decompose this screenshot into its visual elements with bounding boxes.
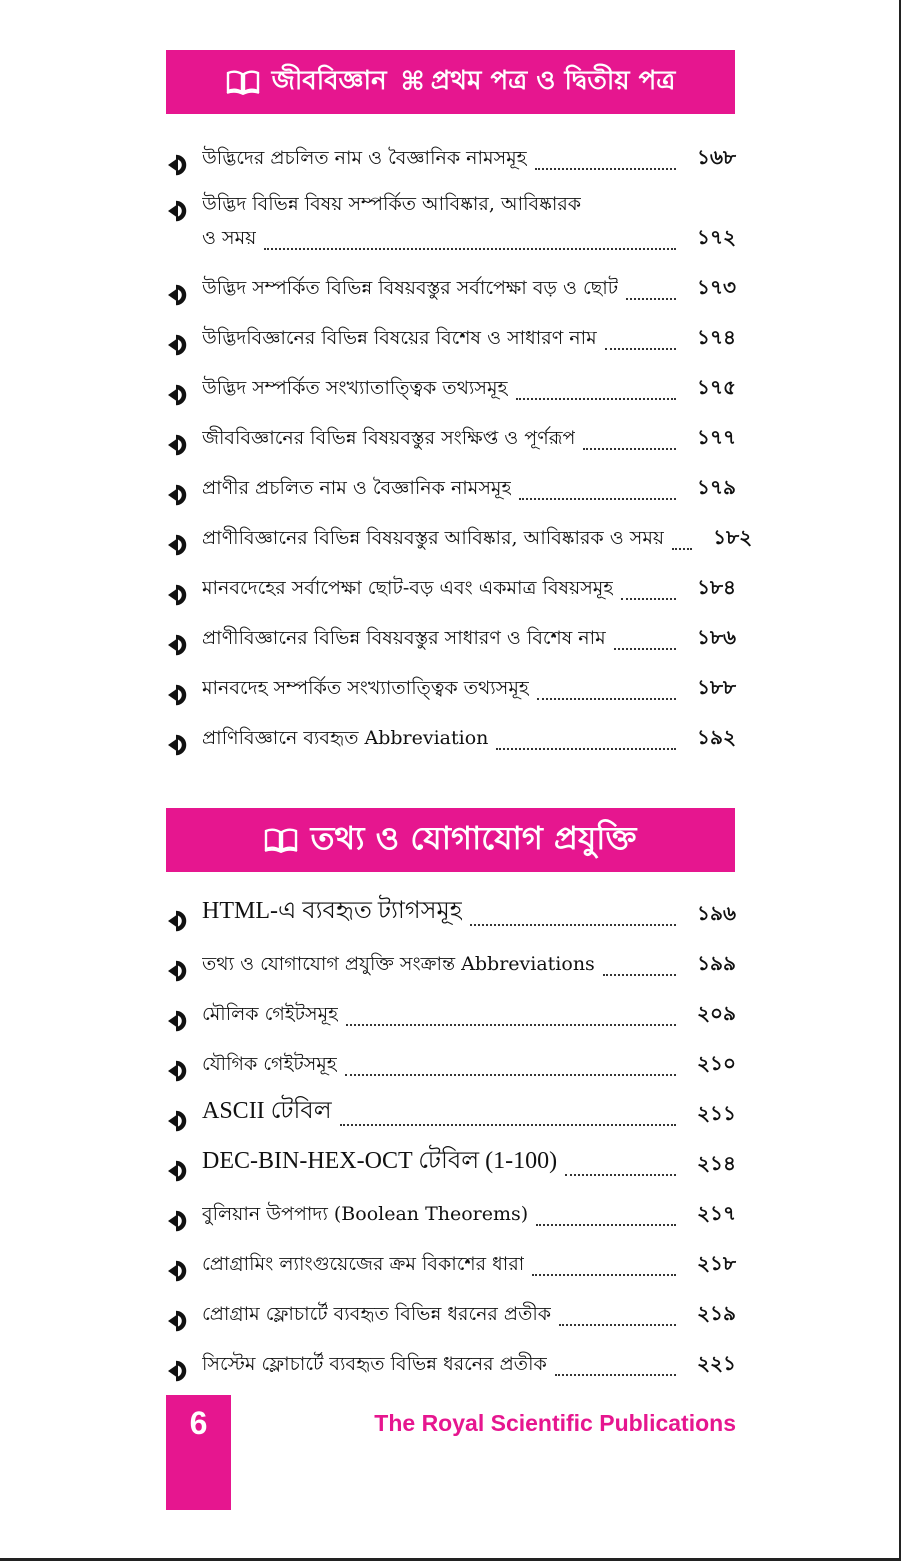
circle-arrow-right-icon bbox=[168, 734, 192, 756]
section-header-ict bbox=[166, 808, 735, 872]
section-title: জীববিজ্ঞান bbox=[271, 66, 387, 96]
toc-page-number: ২১৪ bbox=[697, 1151, 736, 1175]
dot-leader bbox=[559, 1324, 676, 1326]
toc-item[interactable] bbox=[168, 1092, 736, 1142]
page-number-box bbox=[166, 1395, 231, 1510]
dot-leader bbox=[535, 168, 676, 170]
dot-leader bbox=[605, 348, 676, 350]
circle-arrow-right-icon bbox=[168, 1160, 192, 1182]
toc-item[interactable] bbox=[168, 266, 736, 316]
toc-item-title: HTML-এ ব্যবহৃত ট্যাগসমূহ bbox=[202, 898, 463, 924]
toc-list-ict bbox=[168, 892, 736, 1392]
toc-item-title: মানবদেহের সর্বাপেক্ষা ছোট-বড় এবং একমাত্র বিষয়সমূহ bbox=[202, 577, 614, 599]
circle-arrow-right-icon bbox=[168, 634, 192, 656]
toc-page-number: ২১৯ bbox=[697, 1301, 736, 1325]
toc-page-number: ১৮২ bbox=[713, 525, 753, 549]
page-number: 6 bbox=[189, 1405, 208, 1441]
toc-page-number: ১৯৬ bbox=[697, 901, 736, 925]
toc-item-title: DEC-BIN-HEX-OCT টেবিল (1-100) bbox=[202, 1148, 558, 1174]
circle-arrow-right-icon bbox=[168, 1060, 192, 1082]
toc-page-number: ১৮৮ bbox=[697, 675, 736, 699]
circle-arrow-right-icon bbox=[168, 684, 192, 706]
circle-arrow-right-icon bbox=[168, 1010, 192, 1032]
toc-page-number: ১৯৯ bbox=[697, 951, 736, 975]
toc-item[interactable] bbox=[168, 716, 736, 766]
dot-leader bbox=[537, 698, 676, 700]
toc-item[interactable] bbox=[168, 1242, 736, 1292]
dot-leader bbox=[496, 748, 676, 750]
publisher-name: The Royal Scientific Publications bbox=[374, 1410, 736, 1436]
dot-leader bbox=[621, 598, 676, 600]
open-book-icon bbox=[226, 69, 260, 95]
toc-list-biology bbox=[168, 136, 753, 766]
toc-item[interactable] bbox=[168, 1042, 736, 1092]
dot-leader bbox=[264, 248, 676, 250]
section-subtitle: প্রথম পত্র ও দ্বিতীয় পত্র bbox=[430, 66, 676, 96]
toc-item[interactable] bbox=[168, 186, 736, 266]
toc-item-title: সিস্টেম ফ্লোচার্টে ব্যবহৃত বিভিন্ন ধরনের প্রতীক bbox=[202, 1353, 547, 1375]
toc-page-number: ২১৭ bbox=[697, 1201, 736, 1225]
toc-page-number: ২০৯ bbox=[697, 1001, 736, 1025]
toc-item[interactable] bbox=[168, 416, 736, 466]
circle-arrow-right-icon bbox=[168, 284, 192, 306]
toc-item[interactable] bbox=[168, 1342, 736, 1392]
dot-leader bbox=[672, 548, 692, 550]
toc-page-number: ১৭৯ bbox=[697, 475, 736, 499]
dot-leader bbox=[346, 1024, 676, 1026]
dot-leader bbox=[536, 1224, 676, 1226]
toc-item-title: যৌগিক গেইটসমূহ bbox=[202, 1053, 337, 1075]
circle-arrow-right-icon bbox=[168, 1110, 192, 1132]
dot-leader bbox=[626, 298, 676, 300]
toc-item-title: প্রোগ্রাম ফ্লোচার্টে ব্যবহৃত বিভিন্ন ধরনের প্রতীক bbox=[202, 1303, 552, 1325]
dot-leader bbox=[583, 448, 676, 450]
circle-arrow-right-icon bbox=[168, 584, 192, 606]
circle-arrow-right-icon bbox=[168, 154, 192, 176]
toc-page-number: ২১০ bbox=[697, 1051, 736, 1075]
toc-page-number: ১৮৬ bbox=[697, 625, 736, 649]
toc-item[interactable] bbox=[168, 1142, 736, 1192]
dot-leader bbox=[565, 1174, 676, 1176]
toc-item-title: বুলিয়ান উপপাদ্য (Boolean Theorems) bbox=[202, 1203, 529, 1225]
dot-leader bbox=[555, 1374, 676, 1376]
toc-item[interactable] bbox=[168, 566, 736, 616]
toc-page-number: ২২১ bbox=[697, 1351, 736, 1375]
toc-item-title: প্রাণীবিজ্ঞানের বিভিন্ন বিষয়বস্তুর আবিষ্কার, আবিষ্কারক ও সময় bbox=[202, 527, 665, 549]
toc-page-number: ১৮৪ bbox=[697, 575, 736, 599]
toc-page-number: ১৭৪ bbox=[697, 325, 736, 349]
toc-item-title: প্রোগ্রামিং ল্যাংগুয়েজের ক্রম বিকাশের ধারা bbox=[202, 1253, 525, 1275]
toc-page-number: ১৬৮ bbox=[697, 145, 736, 169]
toc-item-title: উদ্ভিদ সম্পর্কিত বিভিন্ন বিষয়বস্তুর সর্বাপেক্ষা বড় ও ছোট bbox=[202, 277, 619, 299]
toc-item-title: ASCII টেবিল bbox=[202, 1098, 332, 1124]
toc-item[interactable] bbox=[168, 316, 736, 366]
dot-leader bbox=[519, 498, 676, 500]
command-symbol: ⌘ bbox=[400, 67, 425, 97]
section-title: তথ্য ও যোগাযোগ প্রযুক্তি bbox=[310, 819, 637, 857]
toc-page-number: ১৭৩ bbox=[697, 275, 736, 299]
dot-leader bbox=[614, 648, 676, 650]
toc-page-number: ১৭৭ bbox=[697, 425, 736, 449]
circle-arrow-right-icon bbox=[168, 1360, 192, 1382]
circle-arrow-right-icon bbox=[168, 200, 192, 222]
toc-item[interactable] bbox=[168, 616, 736, 666]
toc-item[interactable] bbox=[168, 666, 736, 716]
circle-arrow-right-icon bbox=[168, 484, 192, 506]
toc-item-title-continued: ও সময় bbox=[202, 227, 257, 249]
toc-page-number: ২১১ bbox=[697, 1101, 736, 1125]
dot-leader bbox=[516, 398, 676, 400]
toc-item[interactable] bbox=[168, 366, 736, 416]
toc-item[interactable] bbox=[168, 466, 736, 516]
section-header-biology bbox=[166, 50, 735, 114]
toc-item[interactable] bbox=[168, 942, 736, 992]
toc-item-title: মানবদেহ সম্পর্কিত সংখ্যাতাত্ত্বিক তথ্যসমূহ bbox=[202, 677, 529, 699]
toc-page-number: ১৯২ bbox=[697, 725, 736, 749]
circle-arrow-right-icon bbox=[168, 960, 192, 982]
open-book-icon bbox=[264, 827, 298, 853]
toc-item[interactable] bbox=[168, 136, 736, 186]
circle-arrow-right-icon bbox=[168, 384, 192, 406]
toc-page-number: ১৭৫ bbox=[697, 375, 736, 399]
toc-item-title: প্রাণীবিজ্ঞানের বিভিন্ন বিষয়বস্তুর সাধারণ ও বিশেষ নাম bbox=[202, 627, 606, 649]
dot-leader bbox=[532, 1274, 676, 1276]
toc-item[interactable] bbox=[168, 992, 736, 1042]
toc-item-title: উদ্ভিদের প্রচলিত নাম ও বৈজ্ঞানিক নামসমূহ bbox=[202, 147, 527, 169]
toc-item-title: মৌলিক গেইটসমূহ bbox=[202, 1003, 339, 1025]
toc-item-title: উদ্ভিদ বিভিন্ন বিষয় সম্পর্কিত আবিষ্কার, আবিষ্কারক bbox=[202, 193, 582, 215]
toc-item-title: তথ্য ও যোগাযোগ প্রযুক্তি সংক্রান্ত Abbreviations bbox=[202, 953, 595, 975]
toc-item[interactable] bbox=[168, 1192, 736, 1242]
circle-arrow-right-icon bbox=[168, 1260, 192, 1282]
toc-item-title: উদ্ভিদ সম্পর্কিত সংখ্যাতাত্ত্বিক তথ্যসমূহ bbox=[202, 377, 508, 399]
dot-leader bbox=[340, 1124, 676, 1126]
toc-item-title: প্রাণিবিজ্ঞানে ব্যবহৃত Abbreviation bbox=[202, 727, 489, 749]
dot-leader bbox=[470, 924, 676, 926]
toc-item-title: প্রাণীর প্রচলিত নাম ও বৈজ্ঞানিক নামসমূহ bbox=[202, 477, 512, 499]
circle-arrow-right-icon bbox=[168, 1310, 192, 1332]
dot-leader bbox=[603, 974, 676, 976]
toc-item-title: জীববিজ্ঞানের বিভিন্ন বিষয়বস্তুর সংক্ষিপ্ত ও পূর্ণরূপ bbox=[202, 427, 576, 449]
circle-arrow-right-icon bbox=[168, 910, 192, 932]
toc-item[interactable] bbox=[168, 892, 736, 942]
toc-page-number: ১৭২ bbox=[697, 225, 736, 249]
dot-leader bbox=[345, 1074, 676, 1076]
toc-item-title: উদ্ভিদবিজ্ঞানের বিভিন্ন বিষয়ের বিশেষ ও সাধারণ নাম bbox=[202, 327, 597, 349]
toc-item[interactable] bbox=[168, 1292, 736, 1342]
circle-arrow-right-icon bbox=[168, 334, 192, 356]
circle-arrow-right-icon bbox=[168, 534, 192, 556]
circle-arrow-right-icon bbox=[168, 434, 192, 456]
circle-arrow-right-icon bbox=[168, 1210, 192, 1232]
toc-page-number: ২১৮ bbox=[697, 1251, 736, 1275]
toc-item[interactable] bbox=[168, 516, 753, 566]
